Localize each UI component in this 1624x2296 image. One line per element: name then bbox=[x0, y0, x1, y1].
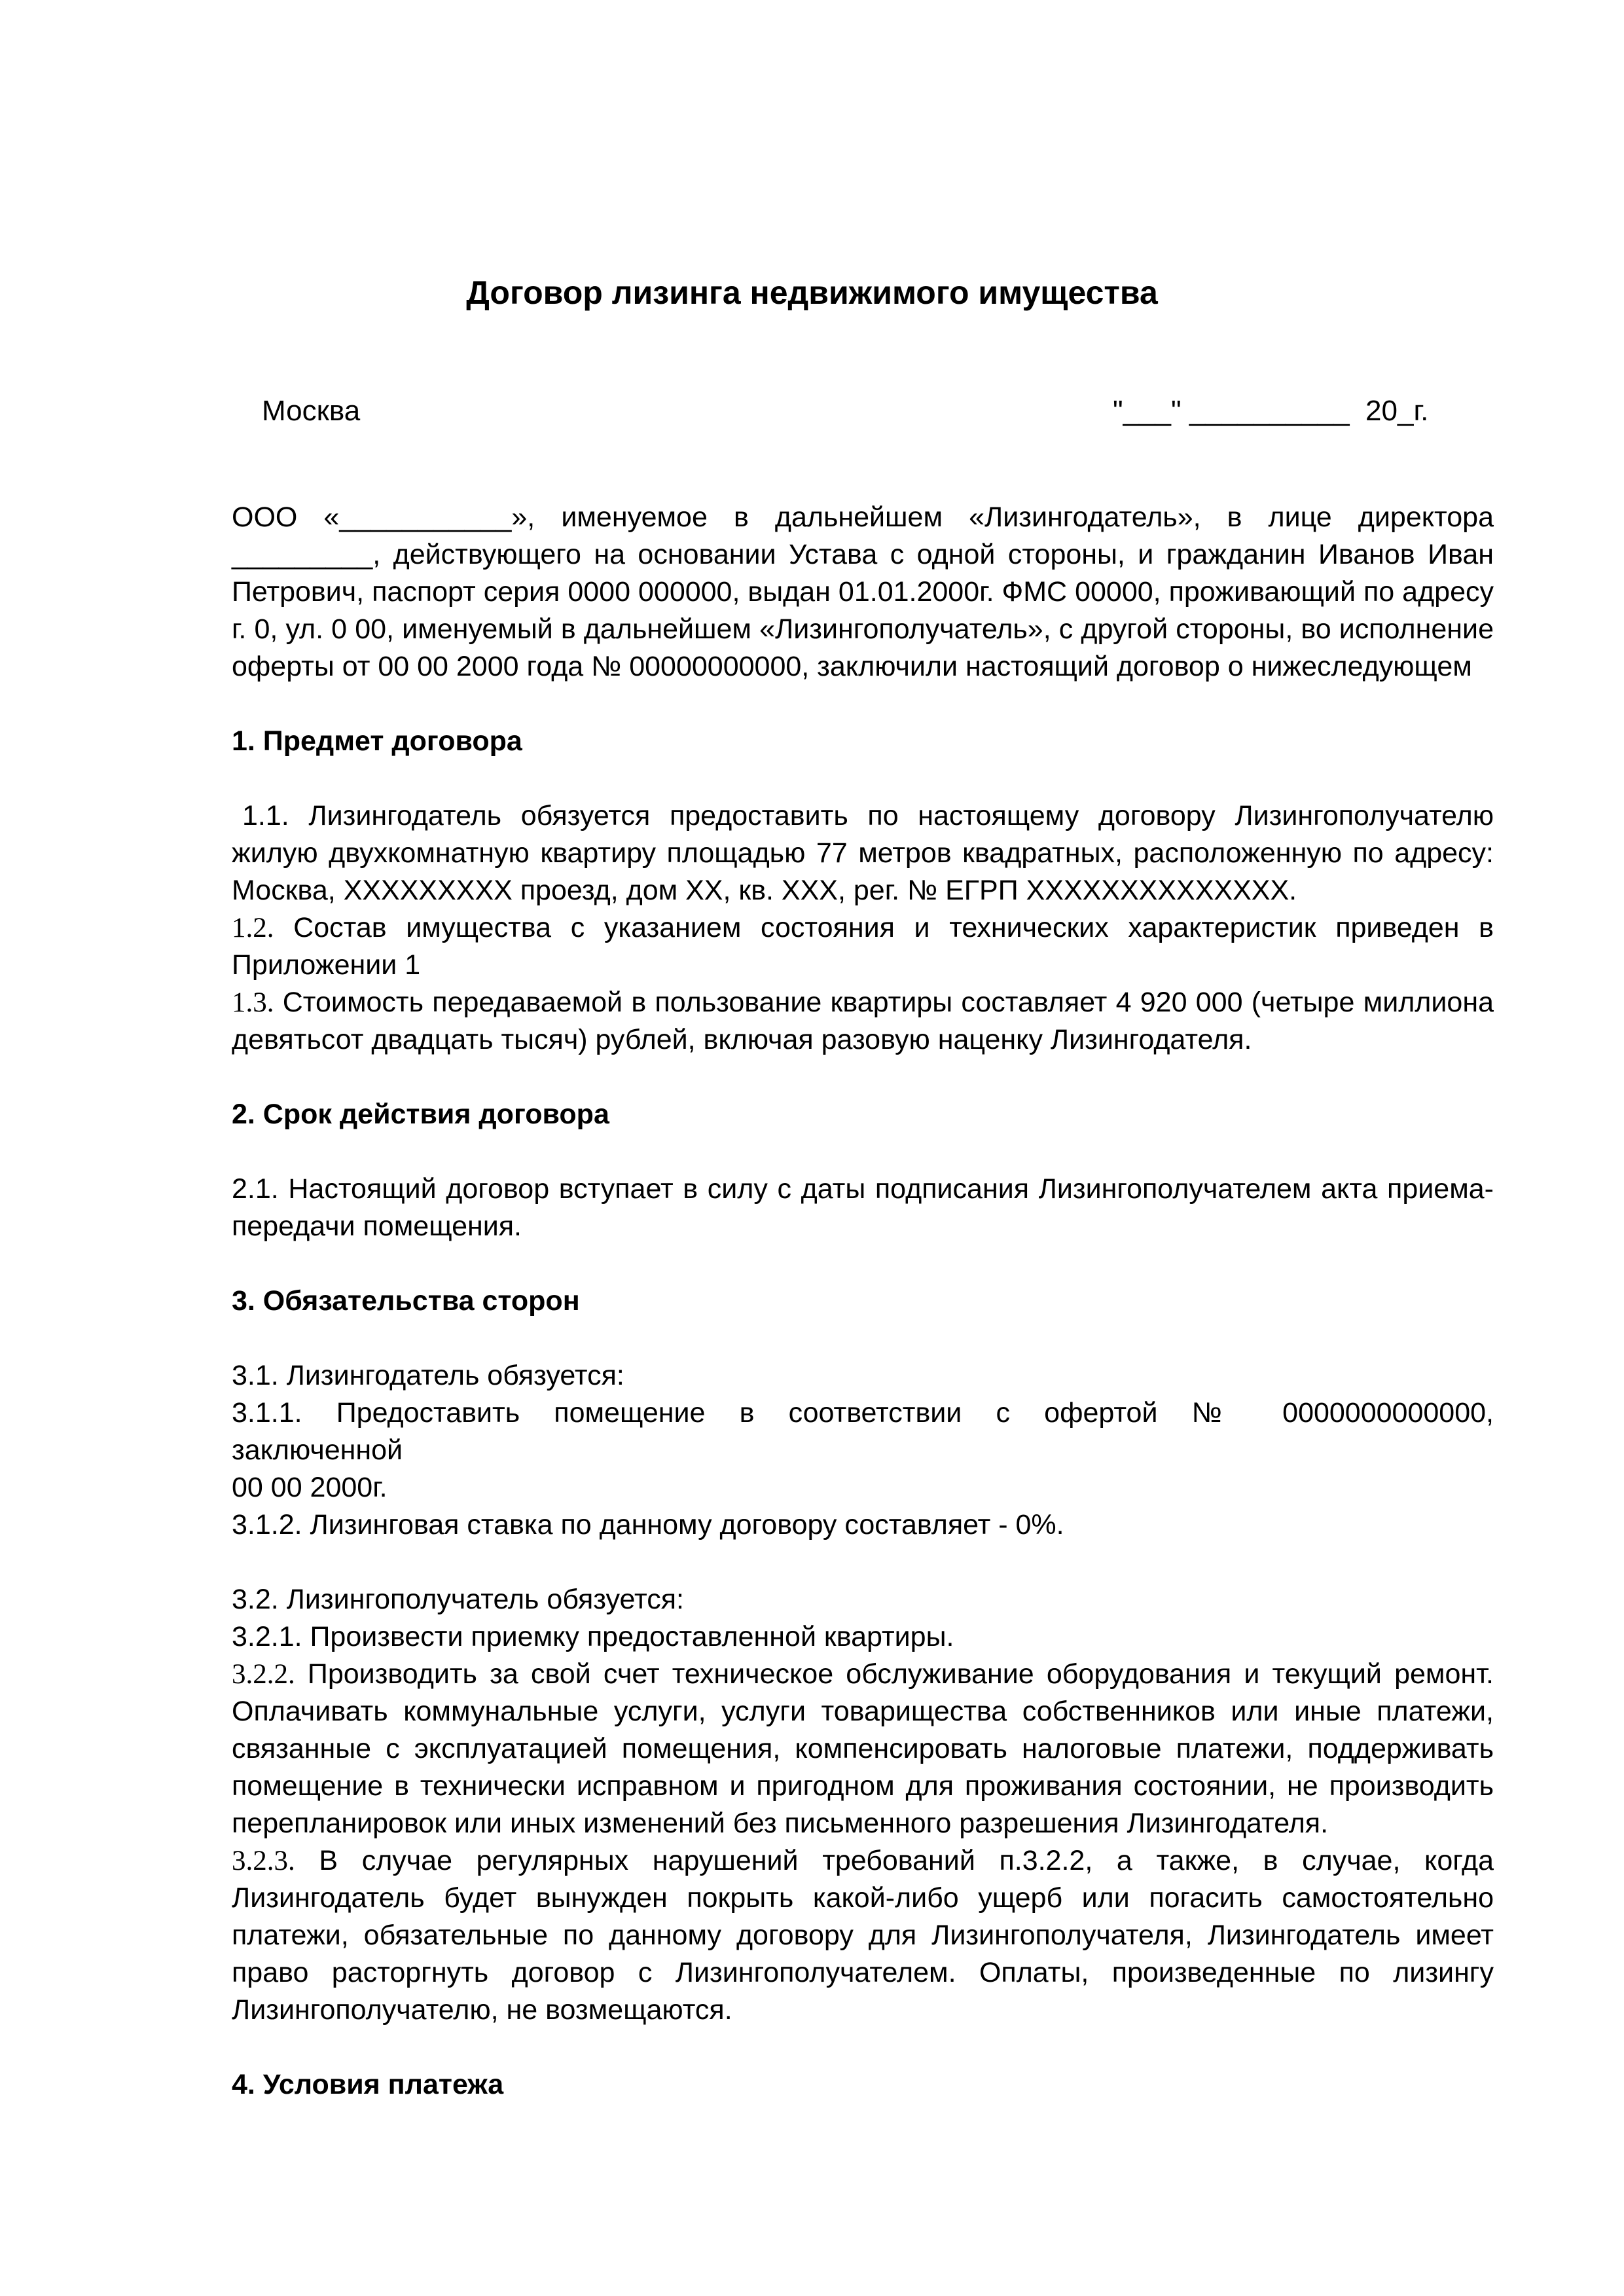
spacer bbox=[232, 1320, 1494, 1357]
clause-number: 1.3. bbox=[232, 987, 274, 1018]
spacer bbox=[232, 760, 1494, 797]
section-heading-payment: 4. Условия платежа bbox=[232, 2069, 504, 2100]
spacer bbox=[232, 1544, 1494, 1581]
clause-3-2-2 bbox=[232, 1656, 1494, 1842]
clause-number: 3.2.3. bbox=[232, 1846, 295, 1876]
clause-3-1-1-continuation: заключенной bbox=[232, 1434, 403, 1466]
spacer bbox=[232, 685, 1494, 723]
clause-3-1-1-date: 00 00 2000г. bbox=[232, 1472, 388, 1503]
spacer bbox=[232, 2029, 1494, 2066]
section-heading-term: 2. Срок действия договора bbox=[232, 1099, 609, 1130]
spacer bbox=[232, 1133, 1494, 1171]
clause-1-1: 1.1. Лизингодатель обязуется предоставить по настоящему договору Лизингополучателю жилую двухкомнатную квартиру площадью 77 метров квадратных, расположенную по адресу: Москва, ХХХХХХХХХ проезд, дом ХХ, кв. ХХХ, рег. № ЕГРП ХХХХХХХХХХХХХХ. bbox=[232, 800, 1494, 906]
clause-1-3 bbox=[232, 984, 1494, 1059]
clause-text: Состав имущества с указанием состояния и технических характеристик приведен в Приложении 1 bbox=[232, 912, 1494, 981]
section-heading-obligations: 3. Обязательства сторон bbox=[232, 1285, 580, 1317]
clause-text: Производить за свой счет техническое обслуживание оборудования и текущий ремонт. Оплачивать коммунальные услуги, услуги товарищества собственников или иные платежи, связанные с эксплуатацией помещения, компенсировать налоговые платежи, поддерживать помещение в технически исправном и пригодном для проживания состоянии, не производить перепланировок или иных изменений без письменного разрешения Лизингодателя. bbox=[232, 1658, 1494, 1839]
clause-3-2-3 bbox=[232, 1842, 1494, 2029]
clause-2-1: 2.1. Настоящий договор вступает в силу с даты подписания Лизингополучателем акта приема-передачи помещения. bbox=[232, 1173, 1494, 1242]
contract-date: "___" __________ 20_г. bbox=[1113, 395, 1429, 427]
clause-1-2 bbox=[232, 909, 1494, 984]
spacer bbox=[232, 1059, 1494, 1096]
city-name: Москва bbox=[262, 395, 361, 427]
preamble-paragraph: ООО «___________», именуемое в дальнейшем «Лизингодатель», в лице директора _________, действующего на основании Устава с одной стороны, и гражданин Иванов Иван Петрович, паспорт серия 0000 000000, выдан 01.01.2000г. ФМС 00000, проживающий по адресу г. 0, ул. 0 00, именуемый в дальнейшем «Лизингополучатель», с другой стороны, во исполнение оферты от 00 00 2000 года № 00000000000, заключили настоящий договор о нижеследующем bbox=[232, 501, 1494, 682]
clause-3-2: 3.2. Лизингополучатель обязуется: bbox=[232, 1584, 684, 1615]
spacer bbox=[232, 1245, 1494, 1283]
clause-3-1-1: 3.1.1. Предоставить помещение в соответствии с офертой № 0000000000000, bbox=[232, 1397, 1494, 1429]
page-title: Договор лизинга недвижимого имущества bbox=[466, 274, 1158, 311]
clause-number: 1.2. bbox=[232, 913, 274, 943]
clause-3-2-1: 3.2.1. Произвести приемку предоставленной квартиры. bbox=[232, 1621, 954, 1652]
clause-3-1-2: 3.1.2. Лизинговая ставка по данному договору составляет - 0%. bbox=[232, 1509, 1064, 1540]
clause-text: Стоимость передаваемой в пользование квартиры составляет 4 920 000 (четыре миллиона девятьсот двадцать тысяч) рублей, включая разовую наценку Лизингодателя. bbox=[232, 987, 1494, 1055]
clause-number: 3.2.2. bbox=[232, 1659, 295, 1690]
document-body bbox=[232, 499, 1494, 2104]
clause-3-1: 3.1. Лизингодатель обязуется: bbox=[232, 1360, 624, 1391]
clause-text: В случае регулярных нарушений требований п.3.2.2, а также, в случае, когда Лизингодатель будет вынужден покрыть какой-либо ущерб или погасить самостоятельно платежи, обязательные по данному договору для Лизингополучателя, Лизингодатель имеет право расторгнуть договор с Лизингополучателем. Оплаты, произведенные по лизингу Лизингополучателю, не возмещаются. bbox=[232, 1845, 1494, 2026]
section-heading-subject: 1. Предмет договора bbox=[232, 725, 522, 757]
